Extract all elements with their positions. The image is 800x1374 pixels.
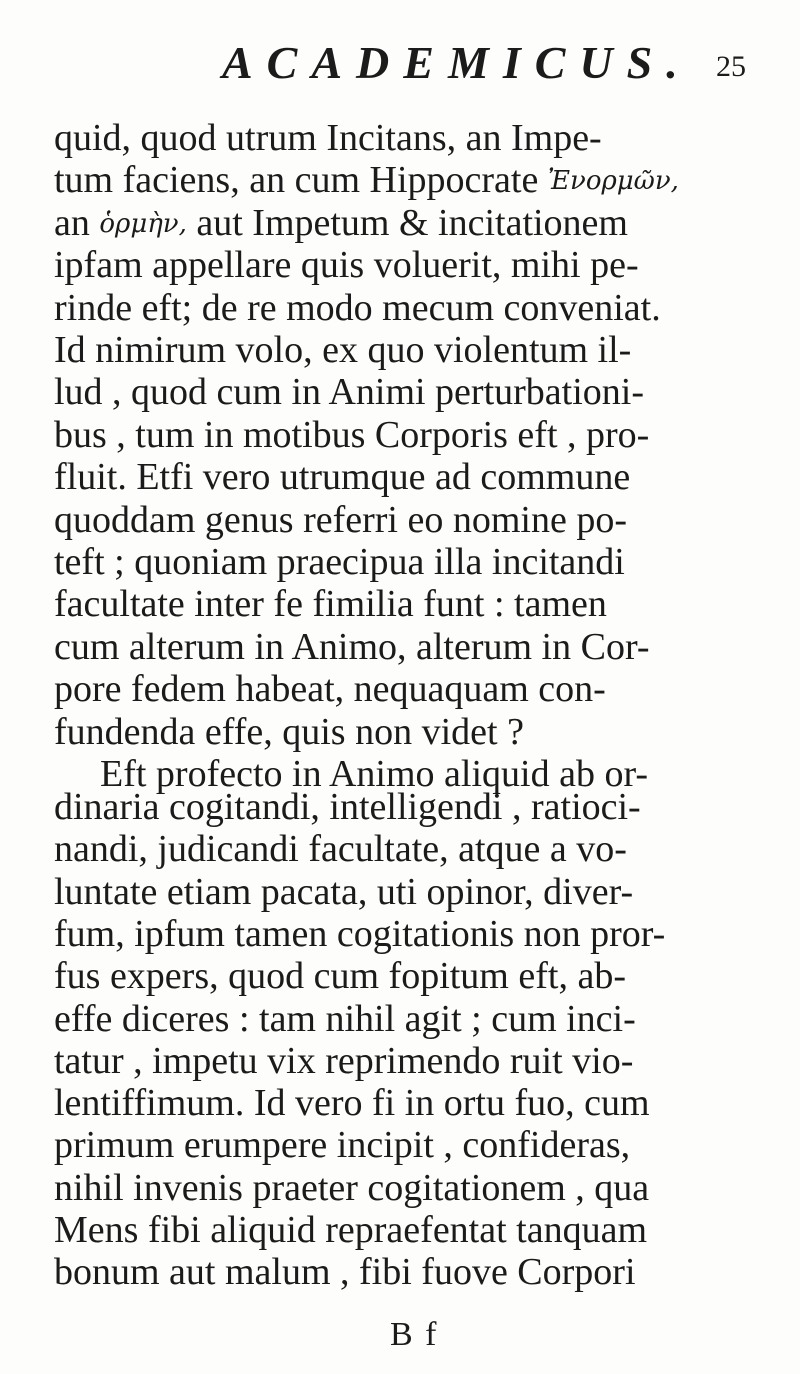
text-fragment: tum faciens, an cum Hippocrate bbox=[54, 159, 539, 202]
page-number: 25 bbox=[716, 50, 746, 83]
text-line: fus expers, quod cum fopitum eft, ab- bbox=[54, 955, 626, 998]
text-line: luntate etiam pacata, uti opinor, diver- bbox=[54, 870, 634, 913]
text-line bbox=[54, 201, 628, 245]
text-line: lentiffimum. Id vero fi in ortu fuo, cum bbox=[54, 1082, 650, 1125]
text-line: primum erumpere incipit , confideras, bbox=[54, 1124, 631, 1167]
text-line: teft ; quoniam praecipua illa incitandi bbox=[54, 541, 625, 583]
text-line: fum, ipfum tamen cogitationis non pror- bbox=[54, 912, 666, 955]
text-line: Id nimirum volo, ex quo violentum il- bbox=[54, 329, 632, 371]
signature-mark: B f bbox=[390, 1316, 439, 1353]
text-line: quoddam genus referri eo nomine po- bbox=[54, 498, 627, 541]
text-line: ipfam appellare quis voluerit, mihi pe- bbox=[54, 244, 639, 287]
text-line: dinaria cogitandi, intelligendi , ratioci- bbox=[54, 786, 641, 828]
text-fragment: an bbox=[54, 201, 90, 244]
greek-word: ὁρμὴν, bbox=[99, 208, 187, 239]
text-line: nandi, judicandi facultate, atque a vo- bbox=[54, 828, 627, 871]
text-line: effe diceres : tam nihil agit ; cum inci- bbox=[54, 997, 636, 1040]
text-line: facultate inter fe fimilia funt : tamen bbox=[54, 583, 607, 626]
text-line: bus , tum in motibus Corporis eft , pro- bbox=[54, 413, 650, 456]
text-line: pore fedem habeat, nequaquam con- bbox=[54, 668, 606, 711]
running-title: ACADEMICUS. bbox=[222, 37, 692, 88]
text-fragment: aut Impetum & incitationem bbox=[196, 201, 628, 244]
text-line: fluit. Etfi vero utrumque ad commune bbox=[54, 456, 631, 499]
text-line: rinde eft; de re modo mecum conveniat. bbox=[54, 286, 661, 329]
text-line bbox=[54, 158, 679, 202]
text-line: quid, quod utrum Incitans, an Impe- bbox=[54, 117, 602, 159]
text-line: Mens fibi aliquid repraefentat tanquam bbox=[54, 1209, 648, 1251]
text-line: nihil invenis praeter cogitationem , qua bbox=[54, 1166, 650, 1209]
text-line: lud , quod cum in Animi perturbationi- bbox=[54, 371, 644, 414]
running-head bbox=[0, 28, 800, 88]
greek-word: Ἐνορμῶν, bbox=[547, 166, 679, 197]
text-line: tatur , impetu vix reprimendo ruit vio- bbox=[54, 1039, 634, 1082]
text-line: bonum aut malum , fibi fuove Corpori bbox=[54, 1251, 636, 1294]
text-line: Eft profecto in Animo aliquid ab or- bbox=[100, 753, 648, 795]
text-line: fundenda effe, quis non videt ? bbox=[54, 710, 524, 753]
text-line: cum alterum in Animo, alterum in Cor- bbox=[54, 625, 650, 668]
